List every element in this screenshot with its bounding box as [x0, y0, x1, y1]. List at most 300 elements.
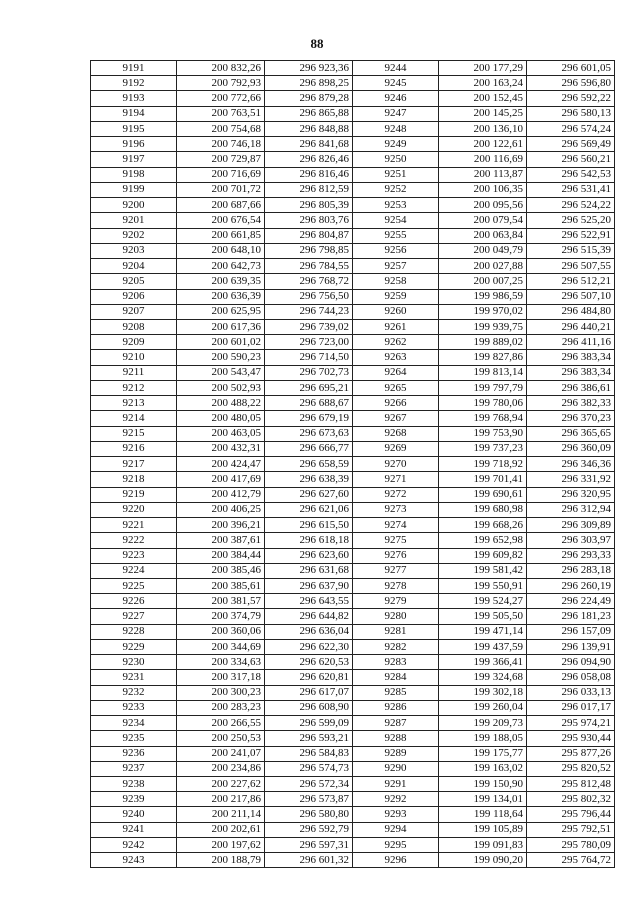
point-number-cell: 9236	[91, 746, 177, 761]
y-coordinate-cell: 296 623,60	[265, 548, 353, 563]
x-coordinate-cell: 200 202,61	[177, 822, 265, 837]
y-coordinate-cell: 296 637,90	[265, 578, 353, 593]
x-coordinate-cell: 200 344,69	[177, 639, 265, 654]
point-number-cell: 9241	[91, 822, 177, 837]
point-number-cell: 9276	[353, 548, 439, 563]
y-coordinate-cell: 296 812,59	[265, 182, 353, 197]
x-coordinate-cell: 200 772,66	[177, 91, 265, 106]
point-number-cell: 9288	[353, 731, 439, 746]
table-row	[91, 426, 615, 441]
point-number-cell: 9243	[91, 853, 177, 868]
x-coordinate-cell: 199 105,89	[439, 822, 527, 837]
point-number-cell: 9263	[353, 350, 439, 365]
point-number-cell: 9206	[91, 289, 177, 304]
x-coordinate-cell: 200 412,79	[177, 487, 265, 502]
y-coordinate-cell: 296 644,82	[265, 609, 353, 624]
point-number-cell: 9255	[353, 228, 439, 243]
table-row	[91, 700, 615, 715]
y-coordinate-cell: 296 411,16	[527, 335, 615, 350]
x-coordinate-cell: 200 701,72	[177, 182, 265, 197]
y-coordinate-cell: 296 601,05	[527, 61, 615, 76]
y-coordinate-cell: 296 679,19	[265, 411, 353, 426]
y-coordinate-cell: 296 803,76	[265, 213, 353, 228]
point-number-cell: 9275	[353, 533, 439, 548]
y-coordinate-cell: 296 058,08	[527, 670, 615, 685]
x-coordinate-cell: 200 625,95	[177, 304, 265, 319]
y-coordinate-cell: 296 615,50	[265, 518, 353, 533]
x-coordinate-cell: 200 406,25	[177, 502, 265, 517]
coordinates-table-body	[91, 61, 615, 868]
x-coordinate-cell: 200 317,18	[177, 670, 265, 685]
point-number-cell: 9197	[91, 152, 177, 167]
y-coordinate-cell: 296 597,31	[265, 837, 353, 852]
table-row	[91, 228, 615, 243]
point-number-cell: 9242	[91, 837, 177, 852]
x-coordinate-cell: 200 300,23	[177, 685, 265, 700]
table-row	[91, 289, 615, 304]
y-coordinate-cell: 295 780,09	[527, 837, 615, 852]
point-number-cell: 9249	[353, 137, 439, 152]
table-row	[91, 822, 615, 837]
y-coordinate-cell: 296 522,91	[527, 228, 615, 243]
table-row	[91, 61, 615, 76]
table-row	[91, 716, 615, 731]
point-number-cell: 9296	[353, 853, 439, 868]
point-number-cell: 9222	[91, 533, 177, 548]
point-number-cell: 9257	[353, 259, 439, 274]
x-coordinate-cell: 200 122,61	[439, 137, 527, 152]
point-number-cell: 9259	[353, 289, 439, 304]
x-coordinate-cell: 200 502,93	[177, 380, 265, 395]
point-number-cell: 9286	[353, 700, 439, 715]
x-coordinate-cell: 200 387,61	[177, 533, 265, 548]
table-row	[91, 152, 615, 167]
y-coordinate-cell: 296 805,39	[265, 198, 353, 213]
point-number-cell: 9240	[91, 807, 177, 822]
point-number-cell: 9213	[91, 396, 177, 411]
x-coordinate-cell: 200 095,56	[439, 198, 527, 213]
x-coordinate-cell: 199 175,77	[439, 746, 527, 761]
point-number-cell: 9214	[91, 411, 177, 426]
point-number-cell: 9212	[91, 380, 177, 395]
y-coordinate-cell: 296 542,53	[527, 167, 615, 182]
table-row	[91, 670, 615, 685]
point-number-cell: 9261	[353, 319, 439, 334]
point-number-cell: 9251	[353, 167, 439, 182]
table-row	[91, 365, 615, 380]
point-number-cell: 9219	[91, 487, 177, 502]
point-number-cell: 9220	[91, 502, 177, 517]
y-coordinate-cell: 295 802,32	[527, 792, 615, 807]
x-coordinate-cell: 200 385,46	[177, 563, 265, 578]
x-coordinate-cell: 200 763,51	[177, 106, 265, 121]
x-coordinate-cell: 200 266,55	[177, 716, 265, 731]
y-coordinate-cell: 296 592,22	[527, 91, 615, 106]
y-coordinate-cell: 296 688,67	[265, 396, 353, 411]
y-coordinate-cell: 296 580,13	[527, 106, 615, 121]
x-coordinate-cell: 200 145,25	[439, 106, 527, 121]
table-row	[91, 746, 615, 761]
y-coordinate-cell: 296 346,36	[527, 457, 615, 472]
x-coordinate-cell: 200 543,47	[177, 365, 265, 380]
y-coordinate-cell: 296 157,09	[527, 624, 615, 639]
x-coordinate-cell: 199 701,41	[439, 472, 527, 487]
point-number-cell: 9258	[353, 274, 439, 289]
x-coordinate-cell: 200 636,39	[177, 289, 265, 304]
point-number-cell: 9295	[353, 837, 439, 852]
point-number-cell: 9250	[353, 152, 439, 167]
x-coordinate-cell: 199 324,68	[439, 670, 527, 685]
y-coordinate-cell: 296 756,50	[265, 289, 353, 304]
table-row	[91, 106, 615, 121]
y-coordinate-cell: 296 804,87	[265, 228, 353, 243]
point-number-cell: 9203	[91, 243, 177, 258]
x-coordinate-cell: 199 737,23	[439, 441, 527, 456]
x-coordinate-cell: 199 797,79	[439, 380, 527, 395]
y-coordinate-cell: 296 617,07	[265, 685, 353, 700]
point-number-cell: 9239	[91, 792, 177, 807]
x-coordinate-cell: 200 234,86	[177, 761, 265, 776]
x-coordinate-cell: 200 396,21	[177, 518, 265, 533]
x-coordinate-cell: 200 639,35	[177, 274, 265, 289]
point-number-cell: 9282	[353, 639, 439, 654]
point-number-cell: 9202	[91, 228, 177, 243]
y-coordinate-cell: 296 638,39	[265, 472, 353, 487]
y-coordinate-cell: 296 879,28	[265, 91, 353, 106]
point-number-cell: 9252	[353, 182, 439, 197]
x-coordinate-cell: 199 471,14	[439, 624, 527, 639]
x-coordinate-cell: 200 617,36	[177, 319, 265, 334]
point-number-cell: 9234	[91, 716, 177, 731]
y-coordinate-cell: 296 181,23	[527, 609, 615, 624]
x-coordinate-cell: 200 480,05	[177, 411, 265, 426]
y-coordinate-cell: 296 515,39	[527, 243, 615, 258]
y-coordinate-cell: 295 796,44	[527, 807, 615, 822]
point-number-cell: 9277	[353, 563, 439, 578]
point-number-cell: 9285	[353, 685, 439, 700]
x-coordinate-cell: 200 250,53	[177, 731, 265, 746]
y-coordinate-cell: 296 643,55	[265, 594, 353, 609]
x-coordinate-cell: 200 746,18	[177, 137, 265, 152]
x-coordinate-cell: 199 209,73	[439, 716, 527, 731]
x-coordinate-cell: 199 668,26	[439, 518, 527, 533]
point-number-cell: 9235	[91, 731, 177, 746]
x-coordinate-cell: 200 754,68	[177, 121, 265, 136]
y-coordinate-cell: 296 303,97	[527, 533, 615, 548]
table-row	[91, 167, 615, 182]
table-row	[91, 76, 615, 91]
x-coordinate-cell: 199 609,82	[439, 548, 527, 563]
y-coordinate-cell: 296 507,55	[527, 259, 615, 274]
y-coordinate-cell: 296 531,41	[527, 182, 615, 197]
x-coordinate-cell: 200 687,66	[177, 198, 265, 213]
point-number-cell: 9218	[91, 472, 177, 487]
point-number-cell: 9228	[91, 624, 177, 639]
x-coordinate-cell: 200 049,79	[439, 243, 527, 258]
y-coordinate-cell: 296 365,65	[527, 426, 615, 441]
table-row	[91, 853, 615, 868]
y-coordinate-cell: 296 673,63	[265, 426, 353, 441]
table-row	[91, 533, 615, 548]
x-coordinate-cell: 199 260,04	[439, 700, 527, 715]
point-number-cell: 9290	[353, 761, 439, 776]
x-coordinate-cell: 200 716,69	[177, 167, 265, 182]
x-coordinate-cell: 200 027,88	[439, 259, 527, 274]
y-coordinate-cell: 296 658,59	[265, 457, 353, 472]
x-coordinate-cell: 200 601,02	[177, 335, 265, 350]
x-coordinate-cell: 200 463,05	[177, 426, 265, 441]
y-coordinate-cell: 296 569,49	[527, 137, 615, 152]
x-coordinate-cell: 200 163,24	[439, 76, 527, 91]
point-number-cell: 9293	[353, 807, 439, 822]
y-coordinate-cell: 295 930,44	[527, 731, 615, 746]
y-coordinate-cell: 296 293,33	[527, 548, 615, 563]
point-number-cell: 9230	[91, 655, 177, 670]
table-row	[91, 731, 615, 746]
x-coordinate-cell: 200 488,22	[177, 396, 265, 411]
point-number-cell: 9280	[353, 609, 439, 624]
x-coordinate-cell: 200 217,86	[177, 792, 265, 807]
y-coordinate-cell: 296 383,34	[527, 350, 615, 365]
point-number-cell: 9224	[91, 563, 177, 578]
y-coordinate-cell: 296 695,21	[265, 380, 353, 395]
x-coordinate-cell: 199 188,05	[439, 731, 527, 746]
point-number-cell: 9237	[91, 761, 177, 776]
table-row	[91, 243, 615, 258]
y-coordinate-cell: 296 923,36	[265, 61, 353, 76]
x-coordinate-cell: 199 118,64	[439, 807, 527, 822]
y-coordinate-cell: 296 841,68	[265, 137, 353, 152]
x-coordinate-cell: 200 334,63	[177, 655, 265, 670]
point-number-cell: 9209	[91, 335, 177, 350]
y-coordinate-cell: 296 507,10	[527, 289, 615, 304]
x-coordinate-cell: 199 091,83	[439, 837, 527, 852]
point-number-cell: 9199	[91, 182, 177, 197]
point-number-cell: 9273	[353, 502, 439, 517]
point-number-cell: 9226	[91, 594, 177, 609]
y-coordinate-cell: 296 702,73	[265, 365, 353, 380]
y-coordinate-cell: 296 512,21	[527, 274, 615, 289]
x-coordinate-cell: 199 150,90	[439, 777, 527, 792]
table-row	[91, 639, 615, 654]
y-coordinate-cell: 296 331,92	[527, 472, 615, 487]
x-coordinate-cell: 199 366,41	[439, 655, 527, 670]
x-coordinate-cell: 200 197,62	[177, 837, 265, 852]
table-row	[91, 198, 615, 213]
point-number-cell: 9216	[91, 441, 177, 456]
x-coordinate-cell: 200 832,26	[177, 61, 265, 76]
point-number-cell: 9281	[353, 624, 439, 639]
y-coordinate-cell: 295 812,48	[527, 777, 615, 792]
y-coordinate-cell: 296 525,20	[527, 213, 615, 228]
y-coordinate-cell: 296 620,81	[265, 670, 353, 685]
table-row	[91, 274, 615, 289]
y-coordinate-cell: 296 739,02	[265, 319, 353, 334]
y-coordinate-cell: 296 744,23	[265, 304, 353, 319]
table-row	[91, 411, 615, 426]
x-coordinate-cell: 200 792,93	[177, 76, 265, 91]
x-coordinate-cell: 200 417,69	[177, 472, 265, 487]
table-row	[91, 121, 615, 136]
y-coordinate-cell: 296 816,46	[265, 167, 353, 182]
point-number-cell: 9207	[91, 304, 177, 319]
x-coordinate-cell: 199 652,98	[439, 533, 527, 548]
x-coordinate-cell: 200 007,25	[439, 274, 527, 289]
point-number-cell: 9233	[91, 700, 177, 715]
x-coordinate-cell: 200 227,62	[177, 777, 265, 792]
table-row	[91, 578, 615, 593]
x-coordinate-cell: 199 581,42	[439, 563, 527, 578]
point-number-cell: 9217	[91, 457, 177, 472]
point-number-cell: 9200	[91, 198, 177, 213]
table-row	[91, 655, 615, 670]
table-row	[91, 91, 615, 106]
table-row	[91, 807, 615, 822]
x-coordinate-cell: 199 690,61	[439, 487, 527, 502]
point-number-cell: 9274	[353, 518, 439, 533]
x-coordinate-cell: 200 360,06	[177, 624, 265, 639]
x-coordinate-cell: 199 524,27	[439, 594, 527, 609]
x-coordinate-cell: 199 753,90	[439, 426, 527, 441]
x-coordinate-cell: 199 163,02	[439, 761, 527, 776]
table-row	[91, 837, 615, 852]
x-coordinate-cell: 200 661,85	[177, 228, 265, 243]
y-coordinate-cell: 296 574,24	[527, 121, 615, 136]
table-row	[91, 777, 615, 792]
page-number: 88	[310, 36, 324, 51]
y-coordinate-cell: 296 386,61	[527, 380, 615, 395]
y-coordinate-cell: 296 784,55	[265, 259, 353, 274]
x-coordinate-cell: 200 241,07	[177, 746, 265, 761]
x-coordinate-cell: 199 550,91	[439, 578, 527, 593]
y-coordinate-cell: 296 622,30	[265, 639, 353, 654]
y-coordinate-cell: 296 573,87	[265, 792, 353, 807]
y-coordinate-cell: 296 440,21	[527, 319, 615, 334]
table-row	[91, 609, 615, 624]
x-coordinate-cell: 199 889,02	[439, 335, 527, 350]
table-row	[91, 761, 615, 776]
table-row	[91, 685, 615, 700]
table-row	[91, 548, 615, 563]
x-coordinate-cell: 200 113,87	[439, 167, 527, 182]
point-number-cell: 9232	[91, 685, 177, 700]
y-coordinate-cell: 296 593,21	[265, 731, 353, 746]
y-coordinate-cell: 296 608,90	[265, 700, 353, 715]
y-coordinate-cell: 296 631,68	[265, 563, 353, 578]
y-coordinate-cell: 296 224,49	[527, 594, 615, 609]
y-coordinate-cell: 296 621,06	[265, 502, 353, 517]
table-row	[91, 182, 615, 197]
y-coordinate-cell: 296 584,83	[265, 746, 353, 761]
y-coordinate-cell: 296 580,80	[265, 807, 353, 822]
point-number-cell: 9198	[91, 167, 177, 182]
y-coordinate-cell: 296 017,17	[527, 700, 615, 715]
point-number-cell: 9208	[91, 319, 177, 334]
table-row	[91, 487, 615, 502]
point-number-cell: 9272	[353, 487, 439, 502]
point-number-cell: 9248	[353, 121, 439, 136]
x-coordinate-cell: 200 590,23	[177, 350, 265, 365]
y-coordinate-cell: 296 620,53	[265, 655, 353, 670]
x-coordinate-cell: 200 152,45	[439, 91, 527, 106]
y-coordinate-cell: 296 898,25	[265, 76, 353, 91]
table-row	[91, 792, 615, 807]
x-coordinate-cell: 199 718,92	[439, 457, 527, 472]
x-coordinate-cell: 199 680,98	[439, 502, 527, 517]
point-number-cell: 9253	[353, 198, 439, 213]
x-coordinate-cell: 200 648,10	[177, 243, 265, 258]
x-coordinate-cell: 200 283,23	[177, 700, 265, 715]
point-number-cell: 9193	[91, 91, 177, 106]
x-coordinate-cell: 199 768,94	[439, 411, 527, 426]
x-coordinate-cell: 200 424,47	[177, 457, 265, 472]
point-number-cell: 9211	[91, 365, 177, 380]
point-number-cell: 9289	[353, 746, 439, 761]
point-number-cell: 9269	[353, 441, 439, 456]
point-number-cell: 9264	[353, 365, 439, 380]
table-row	[91, 457, 615, 472]
table-row	[91, 396, 615, 411]
x-coordinate-cell: 200 116,69	[439, 152, 527, 167]
y-coordinate-cell: 296 139,91	[527, 639, 615, 654]
table-row	[91, 137, 615, 152]
point-number-cell: 9294	[353, 822, 439, 837]
point-number-cell: 9287	[353, 716, 439, 731]
x-coordinate-cell: 199 970,02	[439, 304, 527, 319]
y-coordinate-cell: 296 601,32	[265, 853, 353, 868]
x-coordinate-cell: 200 063,84	[439, 228, 527, 243]
table-row	[91, 624, 615, 639]
x-coordinate-cell: 199 939,75	[439, 319, 527, 334]
point-number-cell: 9215	[91, 426, 177, 441]
point-number-cell: 9284	[353, 670, 439, 685]
y-coordinate-cell: 296 033,13	[527, 685, 615, 700]
y-coordinate-cell: 296 636,04	[265, 624, 353, 639]
point-number-cell: 9245	[353, 76, 439, 91]
point-number-cell: 9279	[353, 594, 439, 609]
table-row	[91, 502, 615, 517]
point-number-cell: 9227	[91, 609, 177, 624]
x-coordinate-cell: 200 177,29	[439, 61, 527, 76]
y-coordinate-cell: 296 320,95	[527, 487, 615, 502]
table-row	[91, 319, 615, 334]
point-number-cell: 9225	[91, 578, 177, 593]
table-row	[91, 518, 615, 533]
x-coordinate-cell: 200 676,54	[177, 213, 265, 228]
point-number-cell: 9238	[91, 777, 177, 792]
y-coordinate-cell: 295 974,21	[527, 716, 615, 731]
point-number-cell: 9223	[91, 548, 177, 563]
point-number-cell: 9268	[353, 426, 439, 441]
y-coordinate-cell: 296 524,22	[527, 198, 615, 213]
y-coordinate-cell: 296 309,89	[527, 518, 615, 533]
y-coordinate-cell: 295 792,51	[527, 822, 615, 837]
y-coordinate-cell: 296 826,46	[265, 152, 353, 167]
point-number-cell: 9247	[353, 106, 439, 121]
point-number-cell: 9254	[353, 213, 439, 228]
point-number-cell: 9196	[91, 137, 177, 152]
y-coordinate-cell: 296 865,88	[265, 106, 353, 121]
table-row	[91, 350, 615, 365]
point-number-cell: 9260	[353, 304, 439, 319]
point-number-cell: 9201	[91, 213, 177, 228]
y-coordinate-cell: 296 382,33	[527, 396, 615, 411]
table-row	[91, 472, 615, 487]
y-coordinate-cell: 296 798,85	[265, 243, 353, 258]
point-number-cell: 9210	[91, 350, 177, 365]
y-coordinate-cell: 296 094,90	[527, 655, 615, 670]
point-number-cell: 9270	[353, 457, 439, 472]
